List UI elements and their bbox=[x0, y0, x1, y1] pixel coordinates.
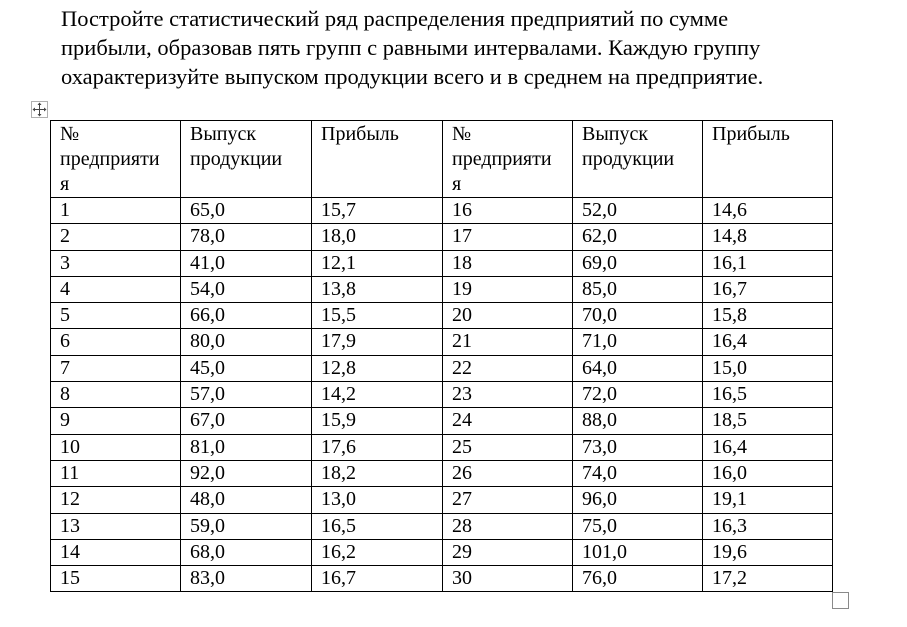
table-row bbox=[51, 539, 833, 565]
header-profit: Прибыль bbox=[312, 121, 443, 198]
cell-enterprise-number: 20 bbox=[443, 303, 573, 329]
header-enterprise-number: № предприяти я bbox=[443, 121, 573, 198]
cell-enterprise-number: 28 bbox=[443, 513, 573, 539]
cell-profit: 16,5 bbox=[312, 513, 443, 539]
cell-output: 76,0 bbox=[573, 566, 703, 592]
cell-profit: 15,8 bbox=[703, 303, 833, 329]
cell-enterprise-number: 2 bbox=[51, 224, 181, 250]
table-move-handle-icon[interactable] bbox=[31, 101, 48, 118]
header-output: Выпуск продукции bbox=[573, 121, 703, 198]
cell-enterprise-number: 14 bbox=[51, 539, 181, 565]
table-row bbox=[51, 329, 833, 355]
cell-profit: 16,4 bbox=[703, 434, 833, 460]
cell-enterprise-number: 8 bbox=[51, 382, 181, 408]
cell-profit: 15,9 bbox=[312, 408, 443, 434]
cell-enterprise-number: 30 bbox=[443, 566, 573, 592]
cell-profit: 16,5 bbox=[703, 382, 833, 408]
cell-output: 67,0 bbox=[181, 408, 312, 434]
cell-profit: 12,8 bbox=[312, 355, 443, 381]
cell-enterprise-number: 13 bbox=[51, 513, 181, 539]
cell-output: 65,0 bbox=[181, 198, 312, 224]
table-body bbox=[51, 198, 833, 592]
cell-output: 68,0 bbox=[181, 539, 312, 565]
cell-profit: 12,1 bbox=[312, 250, 443, 276]
cell-enterprise-number: 5 bbox=[51, 303, 181, 329]
cell-profit: 17,6 bbox=[312, 434, 443, 460]
table-row bbox=[51, 276, 833, 302]
cell-output: 64,0 bbox=[573, 355, 703, 381]
cell-enterprise-number: 19 bbox=[443, 276, 573, 302]
table-row bbox=[51, 224, 833, 250]
cell-enterprise-number: 24 bbox=[443, 408, 573, 434]
cell-enterprise-number: 9 bbox=[51, 408, 181, 434]
table-row bbox=[51, 355, 833, 381]
cell-profit: 16,4 bbox=[703, 329, 833, 355]
cell-output: 78,0 bbox=[181, 224, 312, 250]
cell-profit: 16,1 bbox=[703, 250, 833, 276]
table-resize-handle[interactable] bbox=[832, 592, 849, 609]
cell-output: 73,0 bbox=[573, 434, 703, 460]
cell-output: 48,0 bbox=[181, 487, 312, 513]
task-description bbox=[61, 4, 881, 91]
cell-output: 92,0 bbox=[181, 460, 312, 486]
cell-profit: 14,8 bbox=[703, 224, 833, 250]
cell-enterprise-number: 23 bbox=[443, 382, 573, 408]
cell-output: 54,0 bbox=[181, 276, 312, 302]
table-row bbox=[51, 408, 833, 434]
cell-output: 101,0 bbox=[573, 539, 703, 565]
cell-enterprise-number: 26 bbox=[443, 460, 573, 486]
cell-enterprise-number: 12 bbox=[51, 487, 181, 513]
cell-output: 75,0 bbox=[573, 513, 703, 539]
cell-profit: 15,7 bbox=[312, 198, 443, 224]
cell-enterprise-number: 15 bbox=[51, 566, 181, 592]
cell-profit: 18,2 bbox=[312, 460, 443, 486]
cell-output: 45,0 bbox=[181, 355, 312, 381]
cell-enterprise-number: 1 bbox=[51, 198, 181, 224]
cell-output: 85,0 bbox=[573, 276, 703, 302]
cell-enterprise-number: 7 bbox=[51, 355, 181, 381]
cell-enterprise-number: 11 bbox=[51, 460, 181, 486]
table-row bbox=[51, 382, 833, 408]
cell-output: 62,0 bbox=[573, 224, 703, 250]
task-line: Постройте статистический ряд распределения предприятий по сумме bbox=[61, 6, 729, 31]
cell-profit: 19,6 bbox=[703, 539, 833, 565]
cell-output: 72,0 bbox=[573, 382, 703, 408]
cell-profit: 16,7 bbox=[312, 566, 443, 592]
table-row bbox=[51, 513, 833, 539]
cell-output: 96,0 bbox=[573, 487, 703, 513]
cell-output: 69,0 bbox=[573, 250, 703, 276]
cell-enterprise-number: 17 bbox=[443, 224, 573, 250]
cell-output: 41,0 bbox=[181, 250, 312, 276]
header-profit: Прибыль bbox=[703, 121, 833, 198]
cell-enterprise-number: 25 bbox=[443, 434, 573, 460]
cell-profit: 14,2 bbox=[312, 382, 443, 408]
cell-enterprise-number: 21 bbox=[443, 329, 573, 355]
task-line: прибыли, образовав пять групп с равными интервалами. Каждую группу bbox=[61, 35, 761, 60]
cell-output: 83,0 bbox=[181, 566, 312, 592]
cell-output: 71,0 bbox=[573, 329, 703, 355]
cell-enterprise-number: 27 bbox=[443, 487, 573, 513]
cell-profit: 16,2 bbox=[312, 539, 443, 565]
cell-enterprise-number: 16 bbox=[443, 198, 573, 224]
table-row bbox=[51, 460, 833, 486]
table-row bbox=[51, 198, 833, 224]
cell-profit: 16,7 bbox=[703, 276, 833, 302]
cell-output: 74,0 bbox=[573, 460, 703, 486]
task-line: охарактеризуйте выпуском продукции всего и в среднем на предприятие. bbox=[61, 64, 764, 89]
cell-profit: 18,5 bbox=[703, 408, 833, 434]
cell-profit: 13,0 bbox=[312, 487, 443, 513]
cell-output: 59,0 bbox=[181, 513, 312, 539]
cell-profit: 16,3 bbox=[703, 513, 833, 539]
cell-enterprise-number: 10 bbox=[51, 434, 181, 460]
cell-profit: 17,2 bbox=[703, 566, 833, 592]
cell-profit: 14,6 bbox=[703, 198, 833, 224]
cell-profit: 16,0 bbox=[703, 460, 833, 486]
cell-profit: 15,5 bbox=[312, 303, 443, 329]
cell-enterprise-number: 3 bbox=[51, 250, 181, 276]
table-row bbox=[51, 434, 833, 460]
cell-profit: 17,9 bbox=[312, 329, 443, 355]
enterprise-data-table bbox=[50, 120, 833, 592]
header-output: Выпуск продукции bbox=[181, 121, 312, 198]
cell-output: 66,0 bbox=[181, 303, 312, 329]
table-row bbox=[51, 487, 833, 513]
cell-output: 70,0 bbox=[573, 303, 703, 329]
header-enterprise-number: № предприяти я bbox=[51, 121, 181, 198]
cell-output: 52,0 bbox=[573, 198, 703, 224]
cell-output: 57,0 bbox=[181, 382, 312, 408]
cell-profit: 19,1 bbox=[703, 487, 833, 513]
table-row bbox=[51, 303, 833, 329]
table-header-row bbox=[51, 121, 833, 198]
table-row bbox=[51, 566, 833, 592]
cell-enterprise-number: 29 bbox=[443, 539, 573, 565]
cell-enterprise-number: 4 bbox=[51, 276, 181, 302]
cell-profit: 13,8 bbox=[312, 276, 443, 302]
cell-enterprise-number: 6 bbox=[51, 329, 181, 355]
cell-enterprise-number: 22 bbox=[443, 355, 573, 381]
cell-output: 88,0 bbox=[573, 408, 703, 434]
cell-profit: 18,0 bbox=[312, 224, 443, 250]
cell-output: 80,0 bbox=[181, 329, 312, 355]
table-row bbox=[51, 250, 833, 276]
cell-profit: 15,0 bbox=[703, 355, 833, 381]
cell-enterprise-number: 18 bbox=[443, 250, 573, 276]
cell-output: 81,0 bbox=[181, 434, 312, 460]
